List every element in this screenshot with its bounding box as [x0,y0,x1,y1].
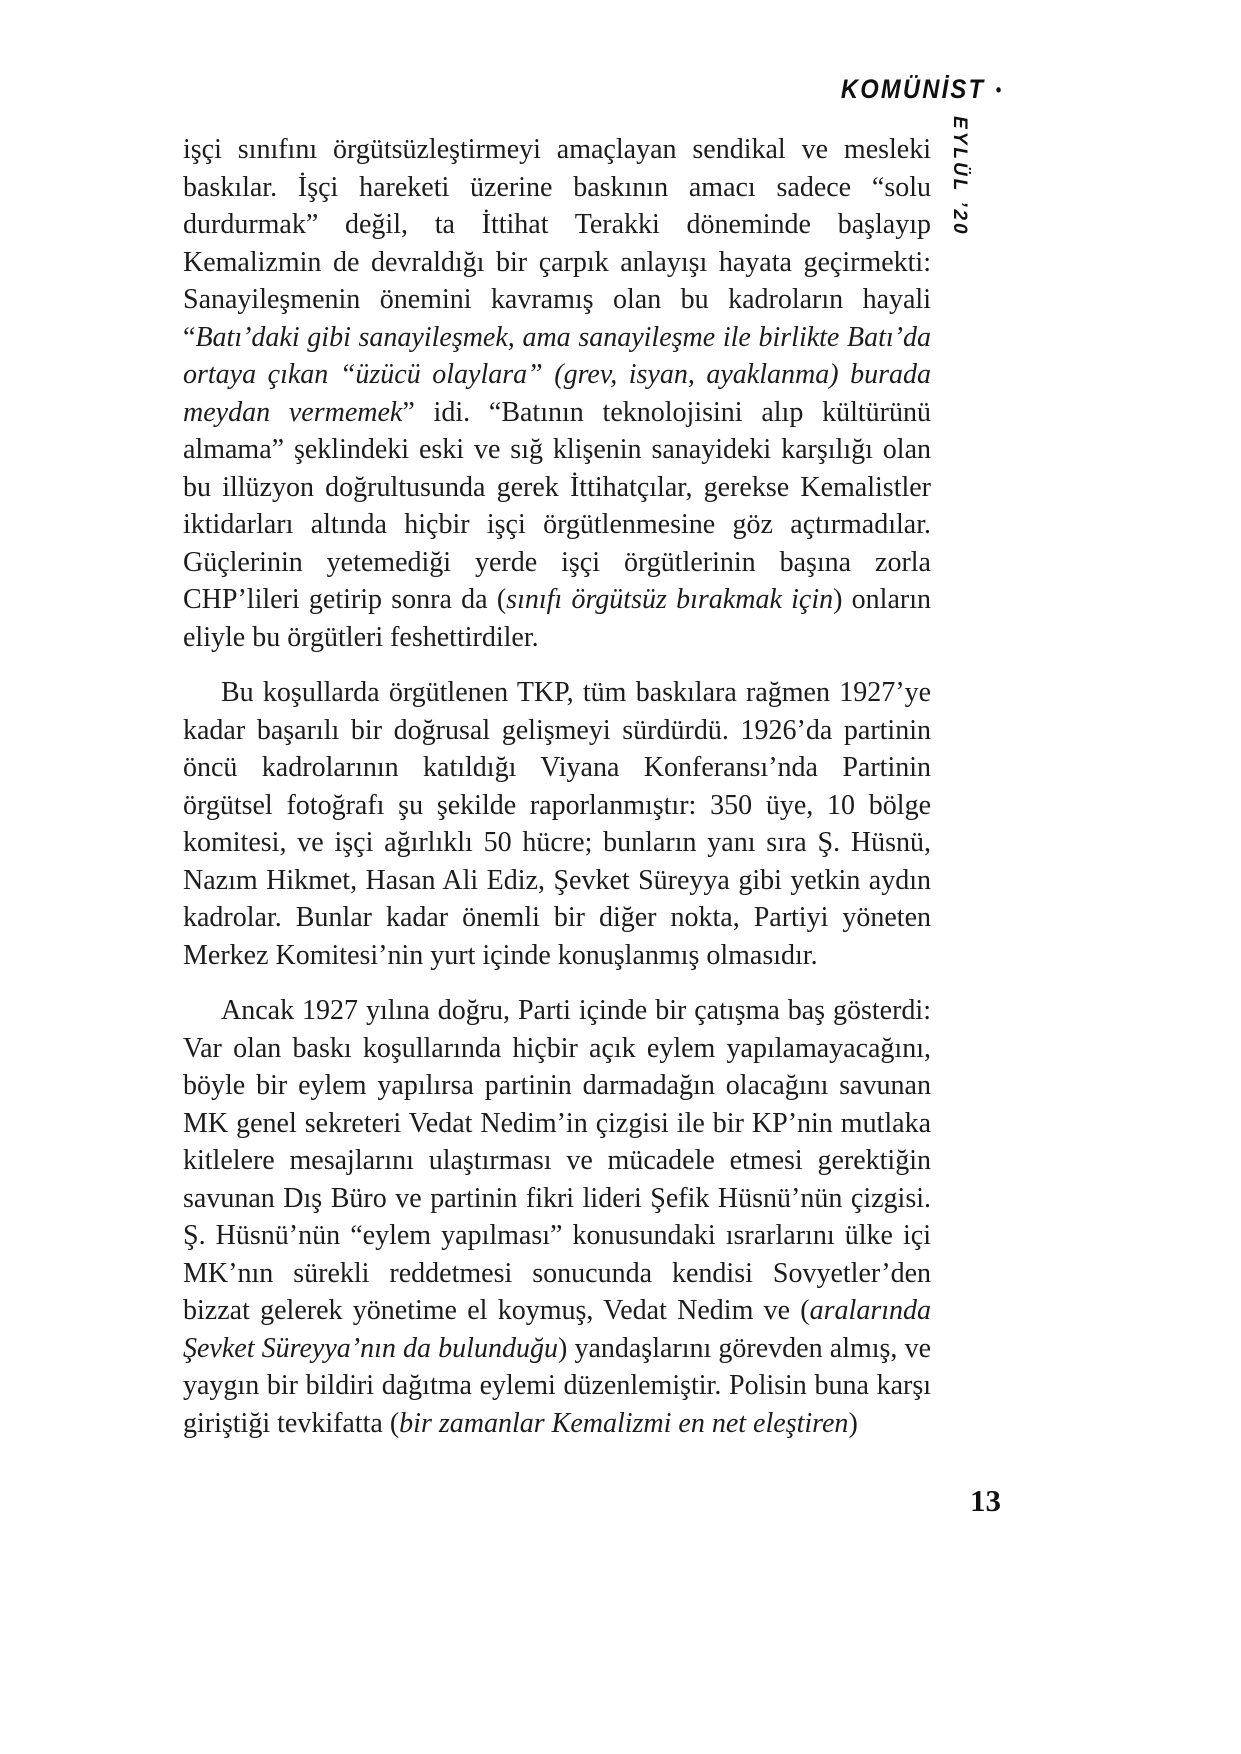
paragraph [183,131,931,656]
paragraph [183,674,931,974]
italic-text-run: aralarında Şevket Süreyya’nın da bulunduğu [183,1295,931,1364]
issue-date-vertical: EYLÜL ’20 [949,116,970,237]
italic-text-run: sınıfı örgütsüz bırakmak için [506,584,834,615]
page-number: 13 [970,1483,1001,1518]
text-run: ) yandaşlarını görevden almış, ve yaygın bir bildiri dağıtma eylemi düzenlemiştir. Polisin buna karşı giriştiği tevkifatta ( [183,1332,932,1439]
body-text [183,131,931,1460]
italic-text-run: bir zamanlar Kemalizmi en net eleştiren [399,1407,849,1439]
paragraph [183,992,931,1442]
text-run: Bu koşullarda örgütlenen TKP, tüm baskılara rağmen 1927’ye kadar başarılı bir doğrusal gelişmeyi sürdürdü. 1926’da partinin öncü kadrolarının katıldığı Viyana Konferansı’nda Partinin örgütsel fotoğrafı şu şekilde raporlanmıştır: 350 üye, 10 bölge komitesi, ve işçi ağırlıklı 50 hücre; bunların yanı sıra Ş. Hüsnü, Nazım Hikmet, Hasan Ali Ediz, Şevket Süreyya gibi yetkin aydın kadrolar. Bunlar kadar önemli bir diğer nokta, Partiyi yöneten Merkez Komitesi’nin yurt içinde konuşlanmış olmasıdır. [183,677,931,971]
journal-title: KOMÜNİST [840,74,985,104]
running-header [841,74,1001,105]
text-run: ” idi. “Batının teknolojisini alıp kültürünü almama” şeklindeki eski ve sığ klişenin sanayideki karşılığı olan bu illüzyon doğrultusunda gerek İttihatçılar, gerekse Kemalistler iktidarları altında hiçbir işçi örgütlenmesine göz açtırmadılar. Güçlerinin yetemediği yerde işçi örgütlerinin başına zorla CHP’lileri getirip sonra da ( [183,396,931,615]
bullet-icon: • [995,80,1001,100]
text-run: Ancak 1927 yılına doğru, Parti içinde bir çatışma baş gösterdi: Var olan baskı koşullarında hiçbir açık eylem yapılamayacağını, böyle bir eylem yapılırsa partinin darmadağın olacağını savunan MK genel sekreteri Vedat Nedim’in çizgisi ile bir KP’nin mutlaka kitlelere mesajlarını ulaştırması ve mücadele etmesi gerektiğin savunan Dış Büro ve partinin fikri lideri Şefik Hüsnü’nün çizgisi. Ş. Hüsnü’nün “eylem yapılması” konusundaki ısrarlarını ülke içi MK’nın sürekli reddetmesi sonucunda kendisi Sovyetler’den bizzat gelerek yönetime el koymuş, Vedat Nedim ve ( [183,995,931,1326]
text-run: ) onların eliyle bu örgütleri feshettirdiler. [183,584,931,653]
text-run: ) [848,1407,858,1439]
italic-text-run: Batı’daki gibi sanayileşmek, ama sanayileşme ile birlikte Batı’da ortaya çıkan “üzücü olaylara” (grev, isyan, ayaklanma) burada meydan vermemek [183,321,931,428]
text-run: işçi sınıfını örgütsüzleştirmeyi amaçlayan sendikal ve mesleki baskılar. İşçi hareketi üzerine baskının amacı sadece “solu durdurmak” değil, ta İttihat Terakki döneminde başlayıp Kemalizmin de devraldığı bir çarpık anlayışı hayata geçirmekti: Sanayileşmenin önemini kavramış olan bu kadroların hayali “ [183,134,931,353]
